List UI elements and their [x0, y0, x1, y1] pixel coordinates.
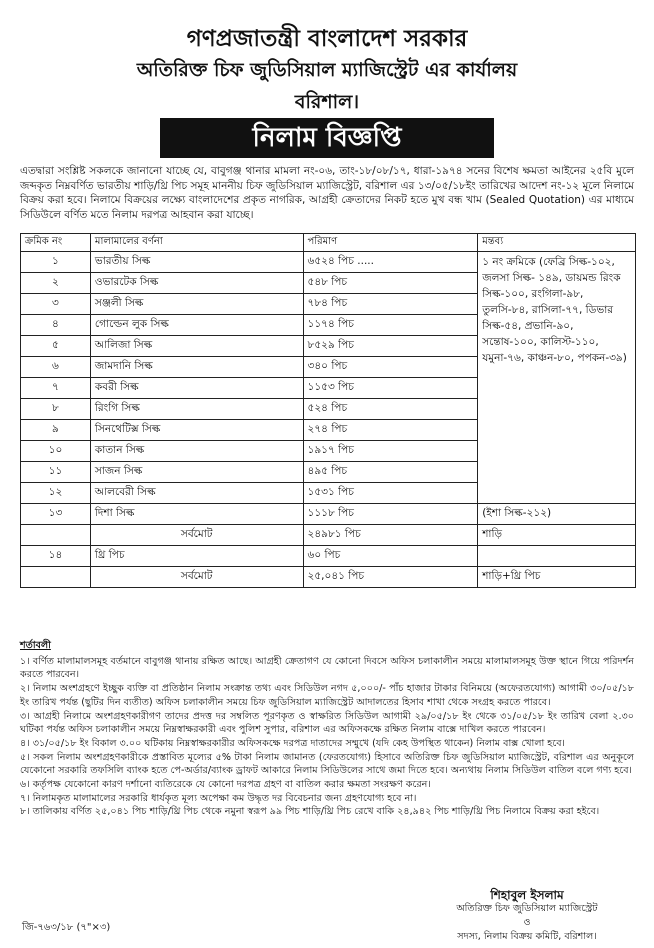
row-description: থ্রি পিচ	[90, 546, 303, 567]
col-header-description: মালামালের বর্ণনা	[90, 234, 303, 252]
term-item: ৬। কর্তৃপক্ষ যেকোনো কারণ দর্শানো ব্যতিরেকে যে কোনো দরপত্র গ্রহণ বা বাতিল করার ক্ষমতা সংরক্ষণ করেন।	[20, 779, 431, 791]
row-quantity: ৫৪৮ পিচ	[303, 273, 478, 294]
row-description: আলবেরী সিল্ক	[90, 483, 303, 504]
row-quantity: ৭৮৪ পিচ	[303, 294, 478, 315]
subtotal-remark: শাড়ি	[478, 525, 636, 546]
row-description: গোল্ডেন লুক সিল্ক	[90, 315, 303, 336]
row-remark: (ইশা সিল্ক-২১২)	[478, 504, 636, 525]
row-description: সিনথেটিক্স সিল্ক	[90, 420, 303, 441]
row-description: কাতান সিল্ক	[90, 441, 303, 462]
row-remarks-breakdown: ১ নং ক্রমিকে (ফেব্রি সিল্ক-১০২, জলসা সিল্ক- ১৪৯, ডায়মন্ড রিংক সিল্ক-১০০, রংগিলা-৯৮, তুলসি-৮৪, রাসিলা-৭৭, ডিভার সিল্ক-৫৪, প্রভানি-৯০, সন্তোষ-১০০, কালিস্ট-১১০, যমুনা-৭৬, কাঞ্চন-৮০, পপকন-৩৯)	[478, 252, 636, 504]
signatory-and: ও	[523, 917, 531, 928]
table-row	[21, 252, 636, 273]
row-quantity: ৫২৪ পিচ	[303, 399, 478, 420]
row-serial: ১১	[21, 462, 91, 483]
terms-section	[20, 639, 634, 819]
row-serial: ১০	[21, 441, 91, 462]
header-city: বরিশাল।	[294, 91, 360, 113]
total-row	[21, 567, 636, 588]
auction-items-table	[20, 233, 636, 588]
reference-number: জি-৭৬৩/১৮ (৭"×৩)	[22, 922, 111, 933]
row-description: ওভারটেক সিল্ক	[90, 273, 303, 294]
signature-block	[420, 888, 634, 944]
header-govt: গণপ্রজাতন্ত্রী বাংলাদেশ সরকার	[186, 26, 468, 52]
row-serial: ১	[21, 252, 91, 273]
signatory-title: অতিরিক্ত চিফ জুডিসিয়াল ম্যাজিস্ট্রেট	[456, 903, 598, 914]
subtotal-label: সর্বমোট	[90, 525, 303, 546]
subtotal-row	[21, 525, 636, 546]
row-serial: ১৪	[21, 546, 91, 567]
row-serial: ৬	[21, 357, 91, 378]
row-description: জামদানি সিল্ক	[90, 357, 303, 378]
row-serial: ১২	[21, 483, 91, 504]
total-quantity: ২৫,০৪১ পিচ	[303, 567, 478, 588]
table-row	[21, 546, 636, 567]
terms-title: শর্তাবলী	[20, 640, 51, 651]
row-description: কবরী সিল্ক	[90, 378, 303, 399]
row-description: সঞ্জলী সিল্ক	[90, 294, 303, 315]
row-serial: ৮	[21, 399, 91, 420]
term-item: ২। নিলাম অংশগ্রহণে ইচ্ছুক ব্যক্তি বা প্রতিষ্ঠান নিলাম সংক্রান্ত তথ্য এবং সিডিউল নগদ ৫,০০০/- পাঁচ হাজার টাকার বিনিময়ে (অফেরতযোগ্য) আগামী ৩০/০৫/১৮ ইং তারিখ পর্যন্ত (ছুটির দিন ব্যতীত) অফিস চলাকালীন সময়ে চিফ জুডিসিয়াল ম্যাজিস্ট্রেট আদালতের হিসাব শাখা থেকে সংগ্রহ করতে পারবে।	[20, 683, 634, 708]
row-quantity: ৪৯৫ পিচ	[303, 462, 478, 483]
row-quantity: ৬৫২৪ পিচ .....	[303, 252, 478, 273]
row-description: রিংগি সিল্ক	[90, 399, 303, 420]
term-item: ৫। সকল নিলাম অংশগ্রহণকারীকে প্রস্তাবিত মূল্যের ৫% টাকা নিলাম জামানত (ফেরতযোগ্য) হিসাবে অতিরিক্ত চিফ জুডিসিয়াল ম্যাজিস্ট্রেট, বরিশাল এর অনুকূলে যেকোনো সরকারি তফসিলি ব্যাংক হতে পে-অর্ডার/ব্যাংক ড্রাফট আকারে নিলাম সিডিউলের সাথে জমা দিতে হবে। অন্যথায় নিলাম সিডিউল বাতিল বলে গণ্য হবে।	[20, 751, 634, 777]
signatory-name: শিহাবুল ইসলাম	[490, 888, 564, 902]
row-description: সাজন সিল্ক	[90, 462, 303, 483]
signatory-member: সদস্য, নিলাম বিক্রয় কমিটি, বরিশাল।	[457, 931, 597, 942]
term-item: ৩। আগ্রহী নিলামে অংশগ্রহণকারীগণ তাদের প্রদত্ত দর সম্বলিত পূরণকৃত ও স্বাক্ষরিত সিডিউল আগামী ২৯/০৫/১৮ ইং থেকে ৩১/০৫/১৮ ইং তারিখ বেলা ২.৩০ ঘটিকা পর্যন্ত অফিস চলাকালীন সময়ে নিম্নস্বাক্ষরকারী এবং পুলিশ সুপার, বরিশাল এর অফিসকক্ষে রক্ষিত নিলাম বাক্সে দাখিল করতে পারবেন।	[20, 710, 634, 736]
row-quantity: ১৫৩১ পিচ	[303, 483, 478, 504]
row-description: আলিজা সিল্ক	[90, 336, 303, 357]
row-description: ভারতীয় সিল্ক	[90, 252, 303, 273]
row-quantity: ২৭৪ পিচ	[303, 420, 478, 441]
subtotal-quantity: ২৪৯৮১ পিচ	[303, 525, 478, 546]
term-item: ৭। নিলামকৃত মালামালের সরকারি ধার্যকৃত মূল্য অপেক্ষা কম উদ্ধৃত দর বিবেচনার জন্য গ্রহণযোগ্য হবে না।	[20, 792, 417, 804]
total-remark: শাড়ি+থ্রি পিচ	[478, 567, 636, 588]
row-serial: ৪	[21, 315, 91, 336]
table-header-row	[21, 234, 636, 252]
row-quantity: ১৯১৭ পিচ	[303, 441, 478, 462]
row-serial: ১৩	[21, 504, 91, 525]
row-serial: ৭	[21, 378, 91, 399]
row-serial: ৩	[21, 294, 91, 315]
table-row	[21, 504, 636, 525]
row-quantity: ১১৭৪ পিচ	[303, 315, 478, 336]
col-header-remarks: মন্তব্য	[478, 234, 636, 252]
row-quantity: ৩৪০ পিচ	[303, 357, 478, 378]
row-serial: ৫	[21, 336, 91, 357]
header-office: অতিরিক্ত চিফ জুডিসিয়াল ম্যাজিস্ট্রেট এর কার্যালয়	[136, 59, 518, 81]
term-item: ১। বর্ণিত মালামালসমূহ বর্তমানে বাবুগঞ্জ থানায় রক্ষিত আছে। আগ্রহী ক্রেতাগণ যে কোনো দিবসে অফিস চলাকালীন সময়ে মালামালসমূহ উক্ত স্থানে গিয়ে পরিদর্শন করতে পারবেন।	[20, 655, 634, 681]
total-label: সর্বমোট	[90, 567, 303, 588]
row-quantity: ৮৫২৯ পিচ	[303, 336, 478, 357]
row-quantity: ১১৫৩ পিচ	[303, 378, 478, 399]
row-serial: ২	[21, 273, 91, 294]
row-description: দিশা সিল্ক	[90, 504, 303, 525]
row-quantity: ৬০ পিচ	[303, 546, 478, 567]
row-serial: ৯	[21, 420, 91, 441]
col-header-serial: ক্রমিক নং	[21, 234, 91, 252]
col-header-quantity: পরিমাণ	[303, 234, 478, 252]
row-quantity: ১১১৮ পিচ	[303, 504, 478, 525]
term-item: ৮। তালিকায় বর্ণিত ২৫,০৪১ পিচ শাড়ি/থ্রি পিচ থেকে নমুনা স্বরূপ ৯৯ পিচ শাড়ি/থ্রি পিচ রেখে বাকি ২৪,৯৪২ পিচ শাড়ি/থ্রি পিচ নিলামে বিক্রয় করা হইবে।	[20, 806, 600, 818]
notice-title-banner: নিলাম বিজ্ঞপ্তি	[160, 118, 494, 158]
intro-paragraph: এতদ্বারা সংশ্লিষ্ট সকলকে জানানো যাচ্ছে যে, বাবুগঞ্জ থানার মামলা নং-০৬, তাং-১৮/০৮/১৭, ধারা-১৯৭৪ সনের বিশেষ ক্ষমতা আইনের ২৫বি মুলে জব্দকৃত নিম্নবর্ণিত ভারতীয় শাড়ি/থ্রি পিচ সমূহ মাননীয় চিফ জুডিসিয়াল ম্যাজিস্ট্রেট, বরিশাল এর ১৩/০৫/১৮ইং তারিখের আদেশ নং-১২ মূলে নিলামে বিক্রয় করা হবে। নিলামে বিক্রয়ের লক্ষ্যে বাংলাদেশের প্রকৃত নাগরিক, আগ্রহী ক্রেতাদের নিকট হতে মুখ বন্ধ খাম (Sealed Quotation) এর মাধ্যমে সিডিউলে বর্ণিত মতে নিলাম দরপত্র আহবান করা যাচ্ছে।	[20, 165, 634, 221]
term-item: ৪। ৩১/০৫/১৮ ইং বিকাল ৩.০০ ঘটিকায় নিম্নস্বাক্ষরকারীর অফিসকক্ষে দরপত্র দাতাদের সম্মুখে (যদি কেহ উপস্থিত থাকেন) নিলাম বাক্স খোলা হবে।	[20, 737, 565, 749]
